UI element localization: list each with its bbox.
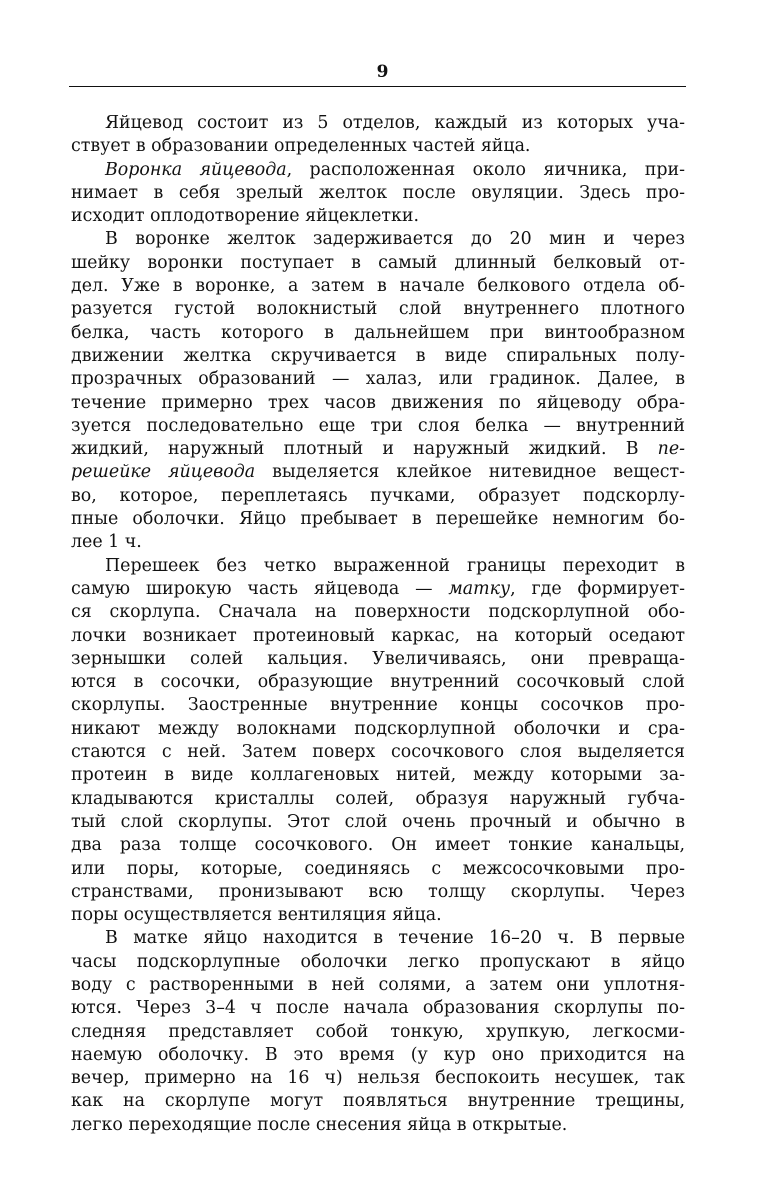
page-number: 9 (376, 62, 389, 82)
text-line: течение примерно трех часов движения по яйцеводу обра- (71, 392, 685, 413)
text-line: дел. Уже в воронке, а затем в начале белкового отдела об- (71, 276, 685, 297)
paragraph (71, 159, 685, 229)
italic-term: Воронка яйцевода (105, 159, 287, 180)
text-line: протеин в виде коллагеновых нитей, между которыми за- (71, 765, 685, 786)
italic-term: пе- (657, 439, 685, 460)
text-line: пные оболочки. Яйцо пребывает в перешейке немногим бо- (71, 509, 685, 530)
text-line: лее 1 ч. (71, 532, 142, 553)
text-line: воду с растворенными в ней солями, а затем они уплотня- (71, 974, 685, 995)
body-text (71, 112, 685, 1137)
text-line: исходит оплодотворение яйцеклетки. (71, 206, 419, 227)
text-line: часы подскорлупные оболочки легко пропускают в яйцо (71, 951, 685, 972)
text-line: разуется густой волокнистый слой внутреннего плотного (71, 299, 685, 320)
text-line: лочки возникает протеиновый каркас, на который оседают (71, 625, 685, 646)
text-line: Воронка яйцевода, расположенная около яичника, при- (105, 159, 685, 180)
italic-term: матку (448, 578, 511, 599)
text-line: стаются с ней. Затем поверх сосочкового слоя выделяется (71, 742, 685, 763)
text-line: или поры, которые, соединяясь с межсосочковыми про- (71, 858, 685, 879)
text-line: никают между волокнами подскорлупной оболочки и сра- (71, 718, 685, 739)
text-line: нимает в себя зрелый желток после овуляции. Здесь про- (71, 182, 685, 203)
text-line: зернышки солей кальция. Увеличиваясь, они превраща- (71, 648, 685, 669)
text-line: В воронке желток задерживается до 20 мин и через (105, 229, 685, 250)
paragraph (71, 228, 685, 554)
text-line: ются в сосочки, образующие внутренний сосочковый слой (71, 672, 685, 693)
paragraph (71, 555, 685, 928)
text-line: два раза толще сосочкового. Он имеет тонкие канальцы, (71, 835, 685, 856)
text-line: странствами, пронизывают всю толщу скорлупы. Через (71, 881, 685, 902)
text-line: шейку воронки поступает в самый длинный белковый от- (71, 252, 685, 273)
text-line: ся скорлупа. Сначала на поверхности подскорлупной обо- (71, 602, 685, 623)
text-line: как на скорлупе могут появляться внутренние трещины, (71, 1091, 685, 1112)
text-line: зуется последовательно еще три слоя белка — внутренний (71, 415, 685, 436)
text-line: решейке яйцевода выделяется клейкое нитевидное вещест- (71, 462, 685, 483)
text-line: во, которое, переплетаясь пучками, образует подскорлу- (71, 485, 685, 506)
text-line: поры осуществляется вентиляция яйца. (71, 905, 442, 926)
text-line: вечер, примерно на 16 ч) нельзя беспокоить несушек, так (71, 1068, 685, 1089)
paragraph (71, 927, 685, 1137)
text-line: ствует в образовании определенных частей яйца. (71, 136, 531, 157)
text-line: тый слой скорлупы. Этот слой очень прочный и обычно в (71, 811, 685, 832)
text-line: следняя представляет собой тонкую, хрупкую, легкосми- (71, 1021, 685, 1042)
text-line: скорлупы. Заостренные внутренние концы сосочков про- (71, 695, 685, 716)
text-line: белка, часть которого в дальнейшем при винтообразном (71, 322, 685, 343)
text-line: движении желтка скручивается в виде спиральных полу- (71, 345, 685, 366)
text-line: наемую оболочку. В это время (у кур оно приходится на (71, 1044, 685, 1065)
text-line: легко переходящие после снесения яйца в открытые. (71, 1114, 568, 1135)
text-line: Яйцевод состоит из 5 отделов, каждый из которых уча- (105, 113, 685, 133)
text-line: прозрачных образований — халаз, или градинок. Далее, в (71, 369, 685, 390)
text-line: ются. Через 3–4 ч после начала образования скорлупы по- (71, 998, 685, 1019)
italic-term: решейке яйцевода (71, 462, 256, 483)
text-line: самую широкую часть яйцевода — матку, где формирует- (71, 578, 685, 599)
text-line: жидкий, наружный плотный и наружный жидкий. В пе- (71, 439, 685, 460)
text-line: Перешеек без четко выраженной границы переходит в (105, 555, 685, 576)
paragraph (71, 112, 685, 159)
text-line: кладываются кристаллы солей, образуя наружный губча- (71, 788, 685, 809)
text-line: В матке яйцо находится в течение 16–20 ч. В первые (105, 928, 685, 949)
header-rule (69, 86, 686, 87)
